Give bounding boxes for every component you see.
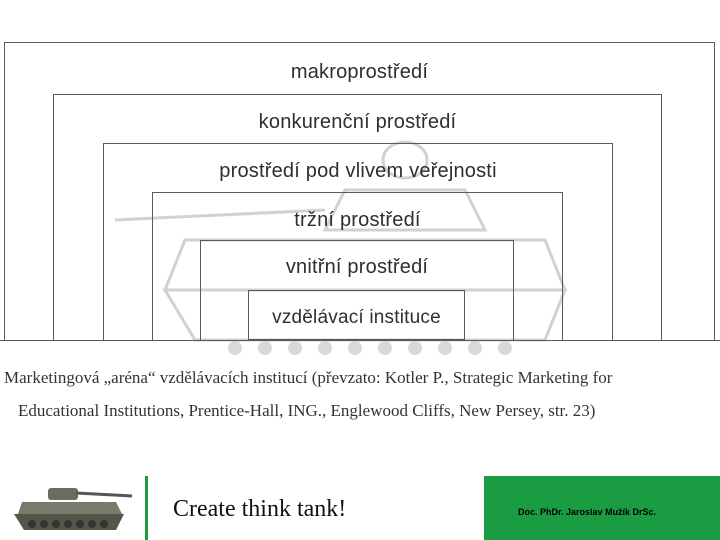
macro-environment-label: makroprostředí bbox=[290, 61, 429, 83]
public-influence-environment-label: prostředí pod vlivem veřejnosti bbox=[219, 160, 497, 182]
footer bbox=[0, 474, 720, 540]
caption-line-1: Marketingová „aréna“ vzdělávacích institucí (převzato: Kotler P., Strategic Marketing for bbox=[4, 368, 613, 387]
diagram-baseline bbox=[0, 340, 720, 341]
competitive-environment-label: konkurenční prostředí bbox=[258, 111, 457, 133]
market-environment-label: tržní prostředí bbox=[294, 209, 421, 231]
footer-author: Doc. PhDr. Jaroslav Mužík DrSc. bbox=[518, 507, 657, 517]
footer-slogan: Create think tank! bbox=[173, 496, 347, 522]
caption-line-2: Educational Institutions, Prentice-Hall, ING., Englewood Cliffs, New Persey, str. 23) bbox=[18, 401, 596, 420]
internal-environment-label: vnitřní prostředí bbox=[285, 256, 429, 278]
educational-institution-box bbox=[248, 290, 465, 340]
tank-logo-icon bbox=[8, 478, 136, 536]
educational-institution-label: vzdělávací instituce bbox=[272, 307, 441, 328]
